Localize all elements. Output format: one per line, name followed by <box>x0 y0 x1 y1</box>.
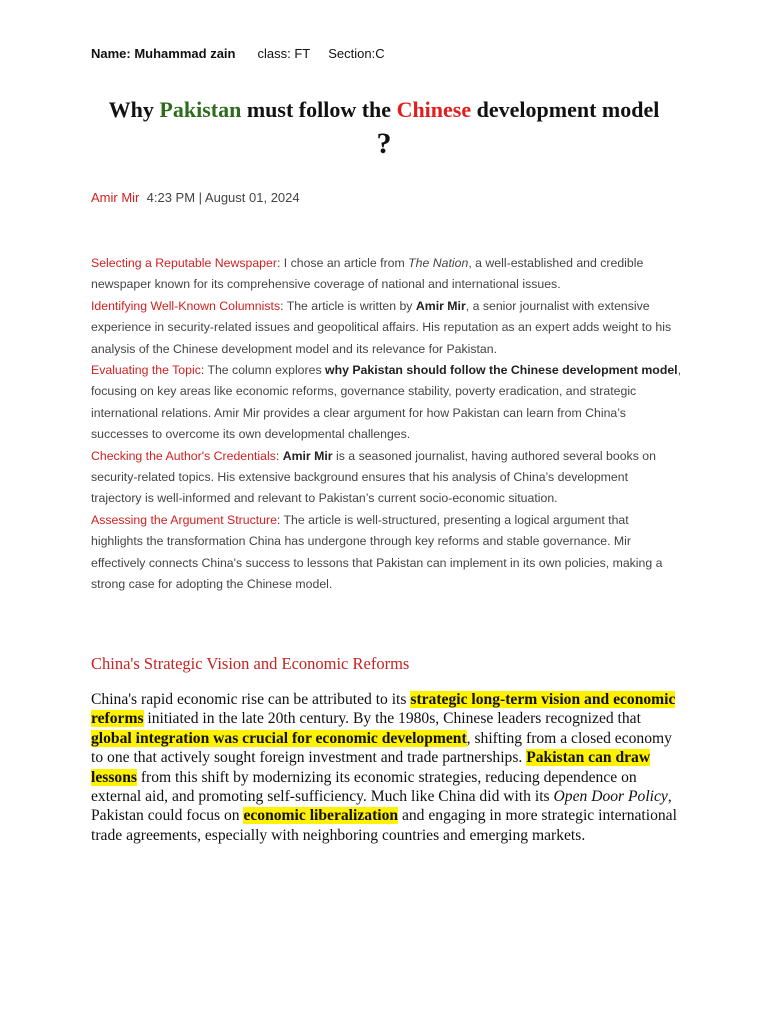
analysis-label: Assessing the Argument Structure <box>91 512 277 527</box>
body-paragraph <box>91 690 681 845</box>
byline <box>91 190 300 205</box>
analysis-text: : <box>275 448 283 463</box>
analysis-item <box>91 510 681 596</box>
analysis-text: , a senior journalist with extensive experience in security-related issues and geopolitical affairs. His reputation as an expert adds weight to his analysis of the Chinese development model and its relevance for Pakistan. <box>91 298 672 356</box>
student-section: Section:C <box>328 46 385 61</box>
analysis-bold: Amir Mir <box>282 448 333 463</box>
title-text: Why <box>108 97 160 122</box>
highlight: global integration was crucial for economic development <box>91 729 467 747</box>
body-text: and engaging in more strategic international trade agreements, especially with neighboring countries and emerging markets. <box>91 807 677 844</box>
analysis-item <box>91 296 681 360</box>
body-italic: Open Door Policy <box>553 788 668 806</box>
source-analysis <box>91 253 681 596</box>
body-text: initiated in the late 20th century. By the 1980s, Chinese leaders recognized that <box>143 710 641 728</box>
section-body <box>91 690 681 845</box>
analysis-text: : The article is well-structured, presenting a logical argument that highlights the transformation China has undergone through key reforms and stable governance. Mir effectively connects China's success to lessons that Pakistan can implement in its own policies, making a strong case for adopting the Chinese model. <box>91 512 663 592</box>
analysis-bold: why Pakistan should follow the Chinese development model <box>325 363 678 378</box>
analysis-label: Identifying Well-Known Columnists <box>91 298 281 313</box>
analysis-text: , a well-established and credible newspaper known for its comprehensive coverage of national and international issues. <box>91 256 644 292</box>
analysis-bold: Amir Mir <box>415 298 466 313</box>
highlight: economic liberalization <box>243 807 399 825</box>
body-text: , Pakistan could focus on <box>91 788 672 825</box>
byline-datetime: 4:23 PM | August 01, 2024 <box>146 190 300 205</box>
title-pakistan: Pakistan <box>159 97 242 122</box>
highlight: Pakistan can draw lessons <box>91 749 651 786</box>
analysis-text: : The column explores <box>200 363 326 378</box>
article-title <box>91 93 677 161</box>
analysis-label: Selecting a Reputable Newspaper <box>91 256 277 270</box>
body-text: China's rapid economic rise can be attributed to its <box>91 691 411 708</box>
analysis-item <box>91 253 681 296</box>
title-text: must follow the <box>241 97 397 122</box>
analysis-text: : I chose an article from <box>276 256 409 270</box>
body-text: , shifting from a closed economy to one that actively sought foreign investment and trade partnerships. <box>91 729 672 767</box>
student-name: Name: Muhammad zain <box>91 46 236 61</box>
section-heading: China's Strategic Vision and Economic Reforms <box>91 654 410 673</box>
title-text: development model <box>471 97 660 122</box>
analysis-italic: The Nation <box>408 256 469 270</box>
student-class: class: FT <box>257 46 311 61</box>
body-text: from this shift by modernizing its economic strategies, reducing dependence on external aid, and promoting self-sufficiency. Much like China did with its <box>91 768 637 806</box>
student-info <box>91 46 385 61</box>
analysis-label: Evaluating the Topic <box>91 363 201 378</box>
analysis-text: is a seasoned journalist, having authored several books on security-related topics. His extensive background ensures that his analysis of China’s development trajectory is well-informed and relevant to Pakistan’s current socio-economic situation. <box>91 448 656 506</box>
analysis-label: Checking the Author's Credentials <box>91 448 276 463</box>
highlight: strategic long-term vision and economic reforms <box>91 691 676 728</box>
analysis-item <box>91 360 681 446</box>
analysis-item <box>91 446 681 510</box>
byline-author: Amir Mir <box>91 190 140 205</box>
analysis-text: : The article is written by <box>280 298 416 313</box>
title-question-mark: ? <box>376 127 392 160</box>
analysis-text: , focusing on key areas like economic reforms, governance stability, poverty eradication, and strategic international relations. Amir Mir provides a clear argument for how Pakistan can learn from China’s successes to overcome its own developmental challenges. <box>91 363 682 442</box>
title-chinese: Chinese <box>396 97 472 122</box>
